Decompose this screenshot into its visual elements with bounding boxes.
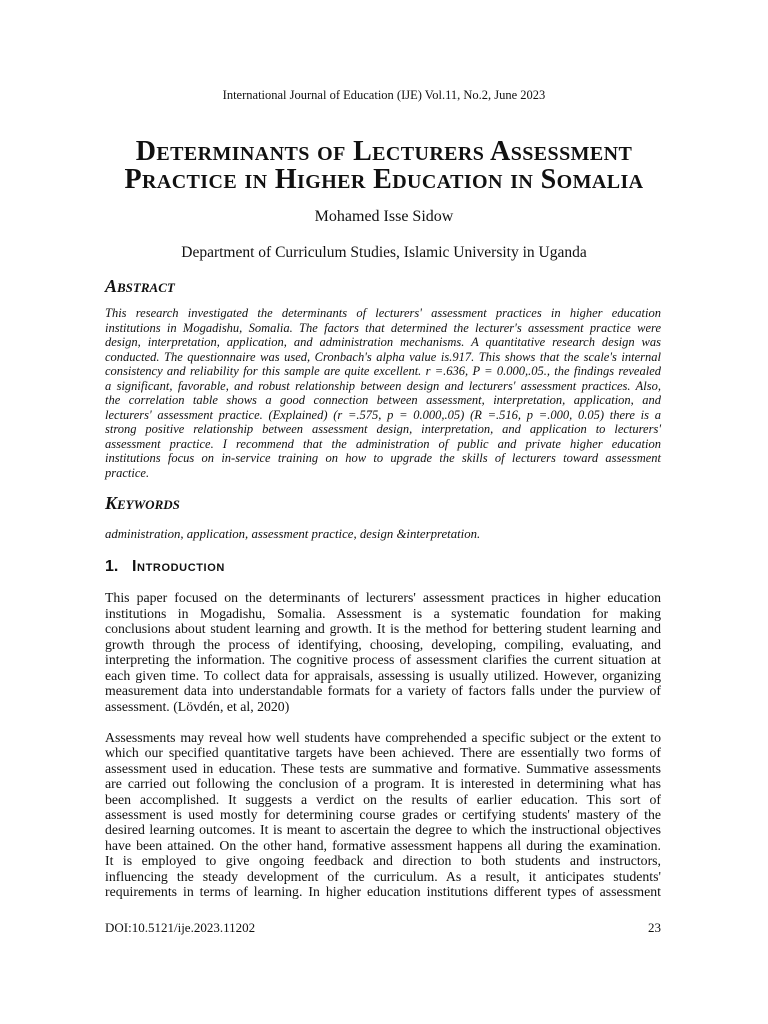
paragraph-line: assessment. (Lövdén, et al, 2020) xyxy=(105,698,290,714)
abstract-line: institutions focus on in-service training on how to upgrade the skills of lecturers toward assessment xyxy=(105,451,661,465)
abstract-line: design, interpretation, application, and administration mechanisms. A quantitative research design was xyxy=(105,335,661,349)
paragraph-line: requirements in terms of learning. In higher education institutions different types of assessment xyxy=(105,883,661,899)
title-line-2: Practice in Higher Education in Somalia xyxy=(124,164,644,195)
paragraph-line: are carried out following the conclusion of a program. It is interested in determining what has xyxy=(105,776,661,792)
page-number: 23 xyxy=(648,920,661,935)
paragraph-line: This paper focused on the determinants of lecturers' assessment practices in higher education xyxy=(105,590,661,605)
title-line-1: Determinants of Lecturers Assessment xyxy=(135,136,633,167)
journal-header: International Journal of Education (IJE) Vol.11, No.2, June 2023 xyxy=(222,88,546,102)
abstract-line: assessment practice. I recommend that the administration of public and private higher education xyxy=(105,436,661,451)
paragraph-line: assessment is used mostly for determining course grades or certifying students' mastery of the xyxy=(105,806,661,822)
abstract-line: the correlation table shows a good connection between assessment, interpretation, application, and xyxy=(105,393,661,407)
abstract-line: This research investigated the determinants of lecturers' assessment practices in higher education xyxy=(105,306,661,320)
abstract-line: lecturers' assessment practice. (Explained) (r =.575, p = 0.000,.05) (R =.516, p =.000, 0.05) there is a xyxy=(105,407,661,422)
paragraph-line: assessment used in education. These tests are summative and formative. Summative assessments xyxy=(105,760,661,776)
paragraph-line: desired learning outcomes. It is meant to ascertain the degree to which the instructional objectives xyxy=(105,822,661,838)
abstract-heading: Abstract xyxy=(105,276,175,296)
abstract-line: institutions in Mogadishu, Somalia. The factors that determined the lecturer's assessment practice were xyxy=(105,320,661,335)
paragraph-line: have been attained. On the other hand, formative assessment happens all during the examination. xyxy=(105,837,661,853)
paragraph-line: It is employed to give ongoing feedback and direction to both students and instructors, xyxy=(105,853,661,869)
intro-paragraph-1 xyxy=(105,590,661,714)
doi-text: DOI:10.5121/ije.2023.11202 xyxy=(105,920,256,935)
abstract-line: a significant, favorable, and robust relationship between design and lecturers' assessment practices. Also, xyxy=(105,378,661,393)
paragraph-line: been accomplished. It suggests a verdict on the results of earlier education. This sort of xyxy=(105,791,661,807)
page-footer xyxy=(105,920,661,936)
paragraph-line: each given time. To collect data for appraisals, assessing is usually utilized. However, organizing xyxy=(105,667,661,683)
paragraph-line: influencing the steady development of the curriculum. As a result, it anticipates students' xyxy=(105,868,661,884)
paragraph-line: Assessments may reveal how well students have comprehended a specific subject or the extent to xyxy=(105,730,661,745)
paragraph-line: conclusions about student learning and growth. It is the method for bettering student learning and xyxy=(105,621,661,637)
paragraph-line: measurement data into understandable formats for a variety of factors falls under the purview of xyxy=(105,683,661,699)
author-affiliation: Department of Curriculum Studies, Islamic University in Uganda xyxy=(181,244,587,261)
abstract-line: consistency and reliability for this sample are quite excellent. r =.636, P = 0.000,.05., the findings revealed xyxy=(105,364,661,378)
section-number: 1. xyxy=(105,558,119,575)
keywords-heading: Keywords xyxy=(105,493,180,513)
abstract-body xyxy=(105,306,661,480)
paragraph-line: growth through the process of identifying, choosing, developing, compiling, evaluating, and xyxy=(105,636,661,652)
paragraph-line: which our specified quantitative targets have been achieved. There are essentially two forms of xyxy=(105,745,661,761)
intro-paragraph-2 xyxy=(105,730,661,899)
section-heading-introduction xyxy=(105,556,661,578)
paragraph-line: interpreting the information. The cognitive process of assessment clarifies the current situation at xyxy=(105,652,661,668)
abstract-line: conducted. The questionnaire was used, Cronbach's alpha value is.917. This shows that the scale's internal xyxy=(105,349,661,364)
abstract-line: practice. xyxy=(105,465,150,480)
paragraph-line: institutions in Mogadishu, Somalia. Assessment is a systematic foundation for making xyxy=(105,605,661,621)
paper-title xyxy=(0,138,768,194)
keywords-text: administration, application, assessment practice, design &interpretation. xyxy=(105,527,481,541)
abstract-line: strong positive relationship between assessment design, interpretation, and application to lecturers' xyxy=(105,422,661,436)
author-name: Mohamed Isse Sidow xyxy=(314,208,454,225)
section-title: Introduction xyxy=(132,558,225,575)
